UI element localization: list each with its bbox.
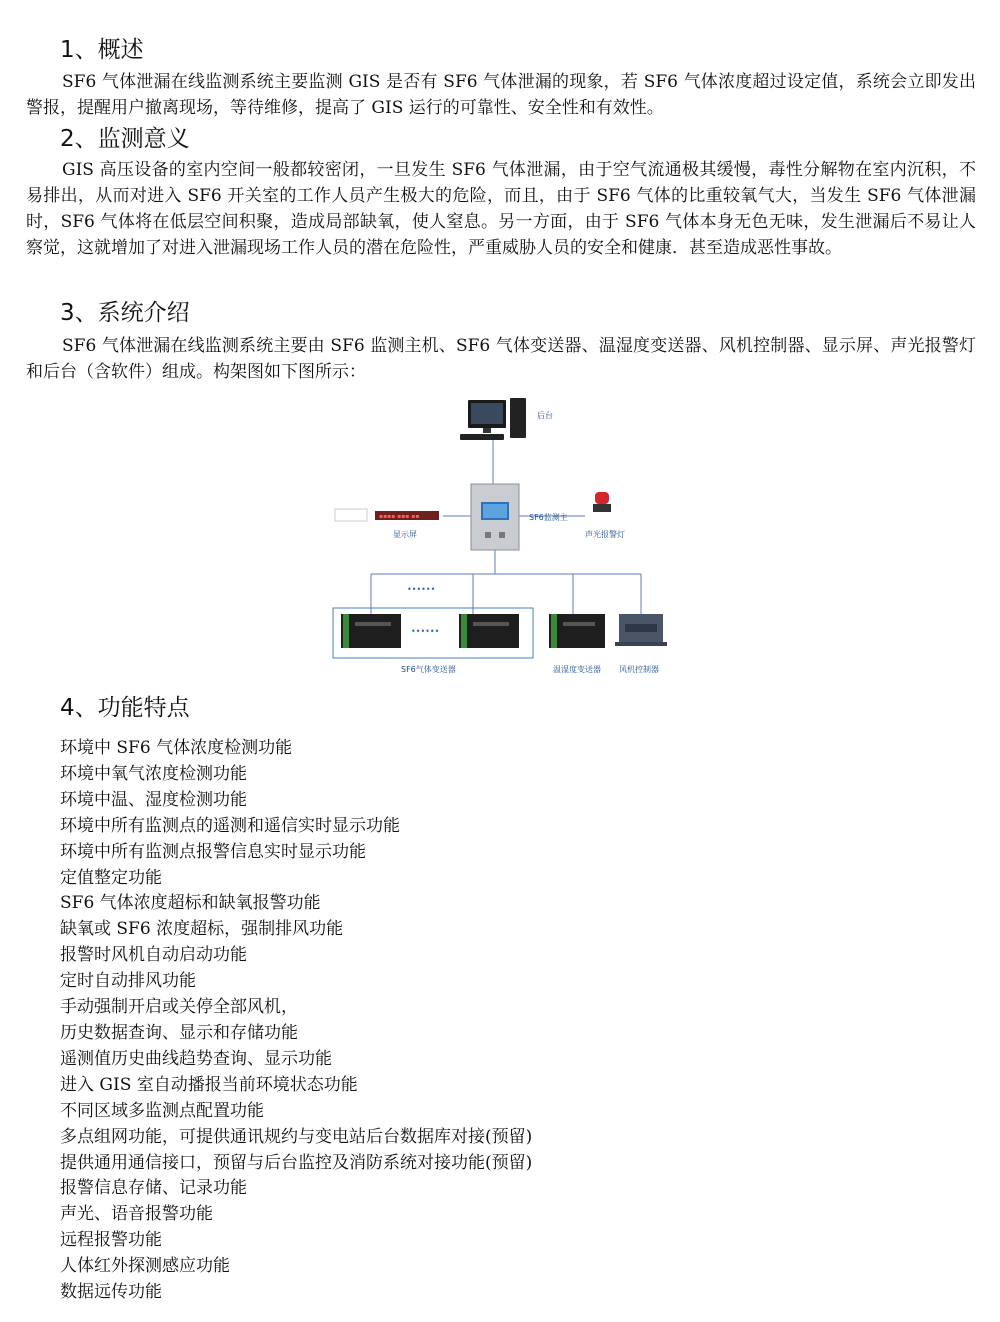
alarm-light	[593, 492, 611, 512]
section-heading-significance: 2、监测意义	[60, 126, 190, 152]
list-item: 缺氧或 SF6 浓度超标，强制排风功能	[60, 919, 344, 940]
list-item: 环境中温、湿度检测功能	[60, 789, 247, 810]
architecture-diagram	[323, 392, 683, 682]
list-item: 遥测值历史曲线趋势查询、显示功能	[60, 1048, 332, 1069]
list-item: 进入 GIS 室自动播报当前环境状态功能	[60, 1074, 358, 1095]
system-intro-paragraph: SF6 气体泄漏在线监测系统主要由 SF6 监测主机、SF6 气体变送器、温湿度变送器、风机控制器、显示屏、声光报警灯和后台（含软件）组成。构架图如下图所示：	[26, 336, 976, 382]
list-item: 报警时风机自动启动功能	[60, 945, 247, 966]
sf6-transmitter-label: SF6气体变送器	[401, 665, 456, 674]
list-item: 报警信息存储、记录功能	[60, 1178, 247, 1199]
temperature-humidity-transmitter	[549, 614, 605, 648]
list-item: 环境中 SF6 气体浓度检测功能	[60, 738, 293, 758]
significance-paragraph: GIS 高压设备的室内空间一般都较密闭，一旦发生 SF6 气体泄漏，由于空气流通极其缓慢，毒性分解物在室内沉积，不易排出，从而对进入 SF6 开关室的工作人员产生极大的危险，而且，由于 SF6 气体的比重较氧气大，当发生 SF6 气体泄漏时，SF6 气体将在低层空间积聚，造成局部缺氧，使人窒息。另一方面，由于 SF6 气体本身无色无味，发生泄漏后不易让人察觉，这就增加了对进入泄漏现场工作人员的潜在危险性，严重威胁人员的安全和健康．甚至造成恶性事故。	[26, 160, 976, 258]
overview-paragraph: SF6 气体泄漏在线监测系统主要监测 GIS 是否有 SF6 气体泄漏的现象，若 SF6 气体浓度超过设定值，系统会立即发出警报，提醒用户撤离现场，等待维修，提高了 GIS 运行的可靠性、安全性和有效性。	[26, 72, 976, 118]
list-item: 人体红外探测感应功能	[60, 1256, 230, 1277]
section-heading-features: 4、功能特点	[60, 695, 190, 721]
list-item: 环境中氧气浓度检测功能	[60, 763, 247, 784]
list-item: 多点组网功能，可提供通讯规约与变电站后台数据库对接(预留)	[60, 1126, 533, 1147]
list-item: 手动强制开启或关停全部风机，	[60, 997, 298, 1018]
list-item: 远程报警功能	[60, 1230, 162, 1251]
list-item: 提供通用通信接口，预留与后台监控及消防系统对接功能(预留)	[60, 1152, 533, 1173]
backend-computer	[460, 398, 526, 440]
list-item: 环境中所有监测点的遥测和遥信实时显示功能	[60, 815, 400, 836]
display-screen	[335, 509, 439, 521]
sf6-transmitter-1	[341, 614, 401, 648]
alarm-light-label: 声光报警灯	[585, 530, 625, 539]
list-item: 声光、语音报警功能	[60, 1204, 213, 1225]
list-item: SF6 气体浓度超标和缺氧报警功能	[60, 893, 321, 914]
list-item: 环境中所有监测点报警信息实时显示功能	[60, 841, 366, 862]
backend-label: 后台	[537, 411, 553, 420]
sf6-monitoring-host	[471, 484, 519, 550]
section-heading-overview: 1、概述	[60, 37, 144, 63]
host-label: SF6监测主	[529, 513, 568, 522]
ellipsis-transmitters: ••••••	[411, 627, 440, 636]
sf6-transmitter-2	[459, 614, 519, 648]
fan-controller-label: 风机控制器	[619, 665, 659, 674]
list-item: 数据远传功能	[60, 1282, 162, 1303]
display-label: 显示屏	[393, 530, 417, 539]
list-item: 历史数据查询、显示和存储功能	[60, 1022, 298, 1043]
list-item: 定值整定功能	[60, 867, 162, 888]
feature-list	[60, 736, 532, 1306]
th-transmitter-label: 温湿度变送器	[553, 665, 601, 674]
section-heading-system-intro: 3、系统介绍	[60, 300, 190, 326]
ellipsis-top: ••••••	[407, 585, 436, 594]
list-item: 定时自动排风功能	[60, 971, 196, 992]
fan-controller	[615, 614, 667, 646]
svg-text:▪▪▪▪ ▪▪▪ ▪▪: ▪▪▪▪ ▪▪▪ ▪▪	[379, 513, 420, 520]
list-item: 不同区域多监测点配置功能	[60, 1100, 264, 1121]
